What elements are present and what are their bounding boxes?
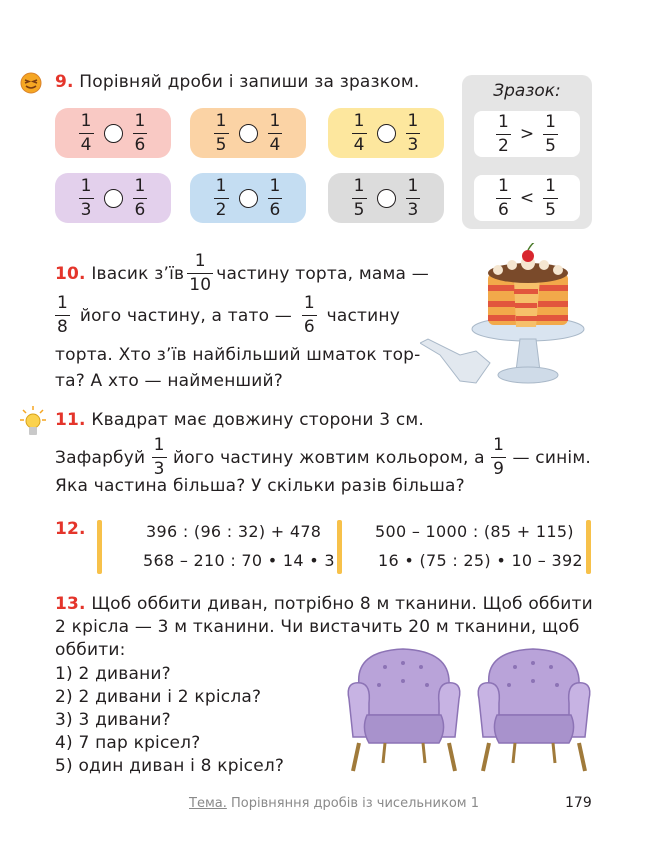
fraction: $\frac{1}{8}$ — [57, 293, 69, 337]
task-number: 13. — [55, 594, 86, 614]
fraction: $\frac{1}{3}$ — [153, 435, 165, 479]
task10-line2: $\frac{1}{8}$ його частину, а тато — $\frac{1}{6}$ частину — [57, 293, 400, 337]
answer-circle[interactable] — [104, 189, 123, 208]
fraction: $\frac{1}{10}$ — [189, 251, 212, 295]
task-number: 10. — [55, 263, 86, 284]
task13-line3: оббити: — [55, 640, 126, 660]
task11-line2: Зафарбуй $\frac{1}{3}$ його частину жовтим кольором, а $\frac{1}{9}$ — синім. — [55, 435, 591, 479]
expression: 16 • (75 : 25) • 10 – 392 — [378, 551, 583, 570]
lightbulb-icon — [20, 406, 46, 445]
task-number: 11. — [55, 410, 86, 430]
answer-circle[interactable] — [377, 189, 396, 208]
task12-heading — [55, 519, 86, 539]
comparison-sign: > — [519, 124, 535, 144]
fraction-comparison: $\frac{1}{4}$ $\frac{1}{3}$ — [328, 108, 444, 158]
task-number: 12. — [55, 519, 86, 539]
smiley-icon — [20, 72, 42, 99]
list-item: 2) 2 дивани і 2 крісла? — [55, 687, 262, 707]
fraction-comparison: $\frac{1}{4}$ $\frac{1}{6}$ — [55, 108, 171, 158]
task10-line3: торта. Хто з’їв найбільший шматок тор- — [55, 345, 421, 365]
fraction-comparison: $\frac{1}{5}$ $\frac{1}{3}$ — [328, 173, 444, 223]
sample-title: Зразок: — [493, 81, 561, 101]
comparison-sign: < — [519, 188, 535, 208]
fraction-comparison: $\frac{1}{2}$ $\frac{1}{6}$ — [190, 173, 306, 223]
fraction: $\frac{1}{6}$ — [303, 293, 315, 337]
sample-row: $\frac{1}{6}$ < $\frac{1}{5}$ — [474, 175, 580, 221]
divider-bar — [586, 520, 591, 574]
list-item: 3) 3 дивани? — [55, 710, 171, 730]
answer-circle[interactable] — [239, 124, 258, 143]
answer-circle[interactable] — [377, 124, 396, 143]
expression: 500 – 1000 : (85 + 115) — [375, 522, 574, 541]
task9-heading — [55, 72, 420, 92]
task13-line1: 13. Щоб оббити диван, потрібно 8 м тканини. Щоб оббити — [55, 594, 593, 614]
task10-line1: 10. Івасик з’їв $\frac{1}{10}$ частину торта, мама — — [55, 251, 429, 295]
list-item: 4) 7 пар крісел? — [55, 733, 201, 753]
fraction-comparison: $\frac{1}{3}$ $\frac{1}{6}$ — [55, 173, 171, 223]
armchair-illustration — [345, 645, 463, 780]
fraction-comparison: $\frac{1}{5}$ $\frac{1}{4}$ — [190, 108, 306, 158]
task-number: 9. — [55, 72, 74, 92]
expression: 396 : (96 : 32) + 478 — [146, 522, 322, 541]
fraction: $\frac{1}{9}$ — [493, 435, 505, 479]
list-item: 5) один диван і 8 крісел? — [55, 756, 285, 776]
divider-bar — [97, 520, 102, 574]
task11-line1: 11. Квадрат має довжину сторони 3 см. — [55, 410, 424, 430]
theme-text: Порівняння дробів із чисельником 1 — [231, 796, 480, 811]
cake-illustration — [420, 243, 590, 398]
answer-circle[interactable] — [239, 189, 258, 208]
task-text: Порівняй дроби і запиши за зразком. — [79, 72, 420, 92]
footer-theme — [189, 796, 479, 811]
task10-line4: та? А хто — найменший? — [55, 371, 284, 391]
task13-line2: 2 крісла — 3 м тканини. Чи вистачить 20 м тканини, щоб — [55, 617, 580, 637]
sample-box — [462, 75, 592, 229]
sample-row: $\frac{1}{2}$ > $\frac{1}{5}$ — [474, 111, 580, 157]
theme-label: Тема. — [189, 796, 227, 811]
divider-bar — [337, 520, 342, 574]
list-item: 1) 2 дивани? — [55, 664, 171, 684]
armchair-illustration — [475, 645, 593, 780]
answer-circle[interactable] — [104, 124, 123, 143]
task11-line3: Яка частина більша? У скільки разів більша? — [55, 476, 465, 496]
expression: 568 – 210 : 70 • 14 • 3 — [143, 551, 335, 570]
page-number: 179 — [565, 795, 592, 811]
